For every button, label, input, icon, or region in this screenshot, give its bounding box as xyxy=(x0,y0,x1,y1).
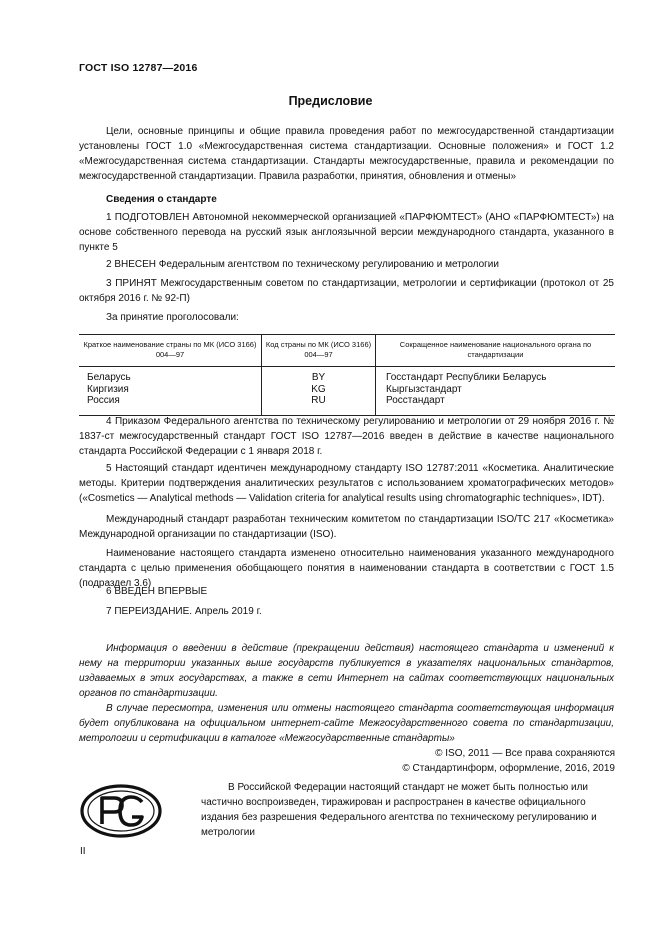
country-name: Беларусь xyxy=(87,372,131,383)
standards-body: Кыргызстандарт xyxy=(386,383,462,395)
standards-body: Госстандарт Республики Беларусь xyxy=(386,372,547,383)
item-2: 2 ВНЕСЕН Федеральным агентством по техническому регулированию и метрологии xyxy=(106,259,499,270)
notice-paragraph-2: В случае пересмотра, изменения или отмены настоящего стандарта соответствующая информация будет опубликована на официальном интернет-сайте Межгосударственного совета по стандартизации, метрологии и сертификации в каталоге «Межгосударственные стандарты» xyxy=(79,703,614,744)
intro-paragraph: Цели, основные принципы и общие правила проведения работ по межгосударственной стандартизации установлены ГОСТ 1.0 «Межгосударственная система стандартизации. Основные положения» и ГОСТ 1.2 «Межгосударственная система стандартизации. Стандарты межгосударственные, правила и рекомендации по межгосударственной стандартизации. Правила разработки, принятия, обновления и отмены» xyxy=(79,126,614,182)
country-code: KG xyxy=(311,383,326,395)
page-number: II xyxy=(80,846,86,857)
copyright-iso: © ISO, 2011 — Все права сохраняются xyxy=(435,748,615,759)
item-6: 6 ВВЕДЕН ВПЕРВЫЕ xyxy=(106,586,208,597)
country-name: Россия xyxy=(87,395,120,406)
codes-cell xyxy=(262,367,376,416)
standard-code-header: ГОСТ ISO 12787—2016 xyxy=(79,62,198,74)
item-7: 7 ПЕРЕИЗДАНИЕ. Апрель 2019 г. xyxy=(106,606,262,617)
item-1: 1 ПОДГОТОВЛЕН Автономной некоммерческой организацией «ПАРФЮМТЕСТ» (АНО «ПАРФЮМТЕСТ») на основе собственного перевода на русский язык англоязычной версии международного стандарта, указанного в пункте 5 xyxy=(79,212,614,253)
page-title: Предисловие xyxy=(288,94,373,108)
rst-certification-logo-icon xyxy=(80,784,162,838)
item-5-tc: Международный стандарт разработан техническим комитетом по стандартизации ISO/TC 217 «Косметика» Международной организации по стандартизации (ISO). xyxy=(79,514,614,540)
vote-intro: За принятие проголосовали: xyxy=(106,312,239,323)
notice-paragraph-1: Информация о введении в действие (прекращении действия) настоящего стандарта и изменений к нему на территории указанных выше государств публикуется в указателях национальных стандартов, издаваемых в этих государствах, а также в сети Интернет на сайтах соответствующих национальных органов по стандартизации. xyxy=(79,643,614,699)
country-code: BY xyxy=(311,372,326,383)
table-header-row xyxy=(79,335,615,367)
voting-table xyxy=(79,334,615,416)
bodies-cell xyxy=(376,367,616,416)
item-4: 4 Приказом Федерального агентства по техническому регулированию и метрологии от 29 ноября 2016 г. № 1837-ст межгосударственный стандарт ГОСТ ISO 12787—2016 введен в действие в качестве национального стандарта Российской Федерации с 1 января 2018 г. xyxy=(79,416,614,457)
item-3: 3 ПРИНЯТ Межгосударственным советом по стандартизации, метрологии и сертификации (протокол от 25 октября 2016 г. № 92-П) xyxy=(79,278,614,304)
header-country-name: Краткое наименование страны по МК (ИСО 3166) 004—97 xyxy=(79,335,262,367)
country-code: RU xyxy=(311,395,326,406)
copyright-standartinform: © Стандартинформ, оформление, 2016, 2019 xyxy=(402,763,615,774)
reproduction-note: В Российской Федерации настоящий стандарт не может быть полностью или частично воспроизведен, тиражирован и распространен в качестве официального издания без разрешения Федерального агентства по техническому регулированию и метрологии xyxy=(201,782,597,838)
item-5-title-change: Наименование настоящего стандарта изменено относительно наименования указанного международного стандарта с целью применения обобщающего понятия в наименовании стандарта в соответствии с ГОСТ 1.5 (подраздел 3.6) xyxy=(79,548,614,589)
countries-cell xyxy=(79,367,262,416)
header-country-code: Код страны по МК (ИСО 3166) 004—97 xyxy=(262,335,376,367)
standards-body: Росстандарт xyxy=(386,395,445,406)
header-standards-body: Сокращенное наименование национального органа по стандартизации xyxy=(376,335,616,367)
item-5: 5 Настоящий стандарт идентичен международному стандарту ISO 12787:2011 «Косметика. Аналитические методы. Критерии подтверждения аналитических результатов с использованием хроматографических методов» («Cosmetics — Analytical methods — Validation criteria for analytical results using chromatographic techniques», IDT). xyxy=(79,463,614,504)
country-name: Киргизия xyxy=(87,383,129,395)
info-heading: Сведения о стандарте xyxy=(106,194,217,205)
table-row xyxy=(79,367,615,416)
